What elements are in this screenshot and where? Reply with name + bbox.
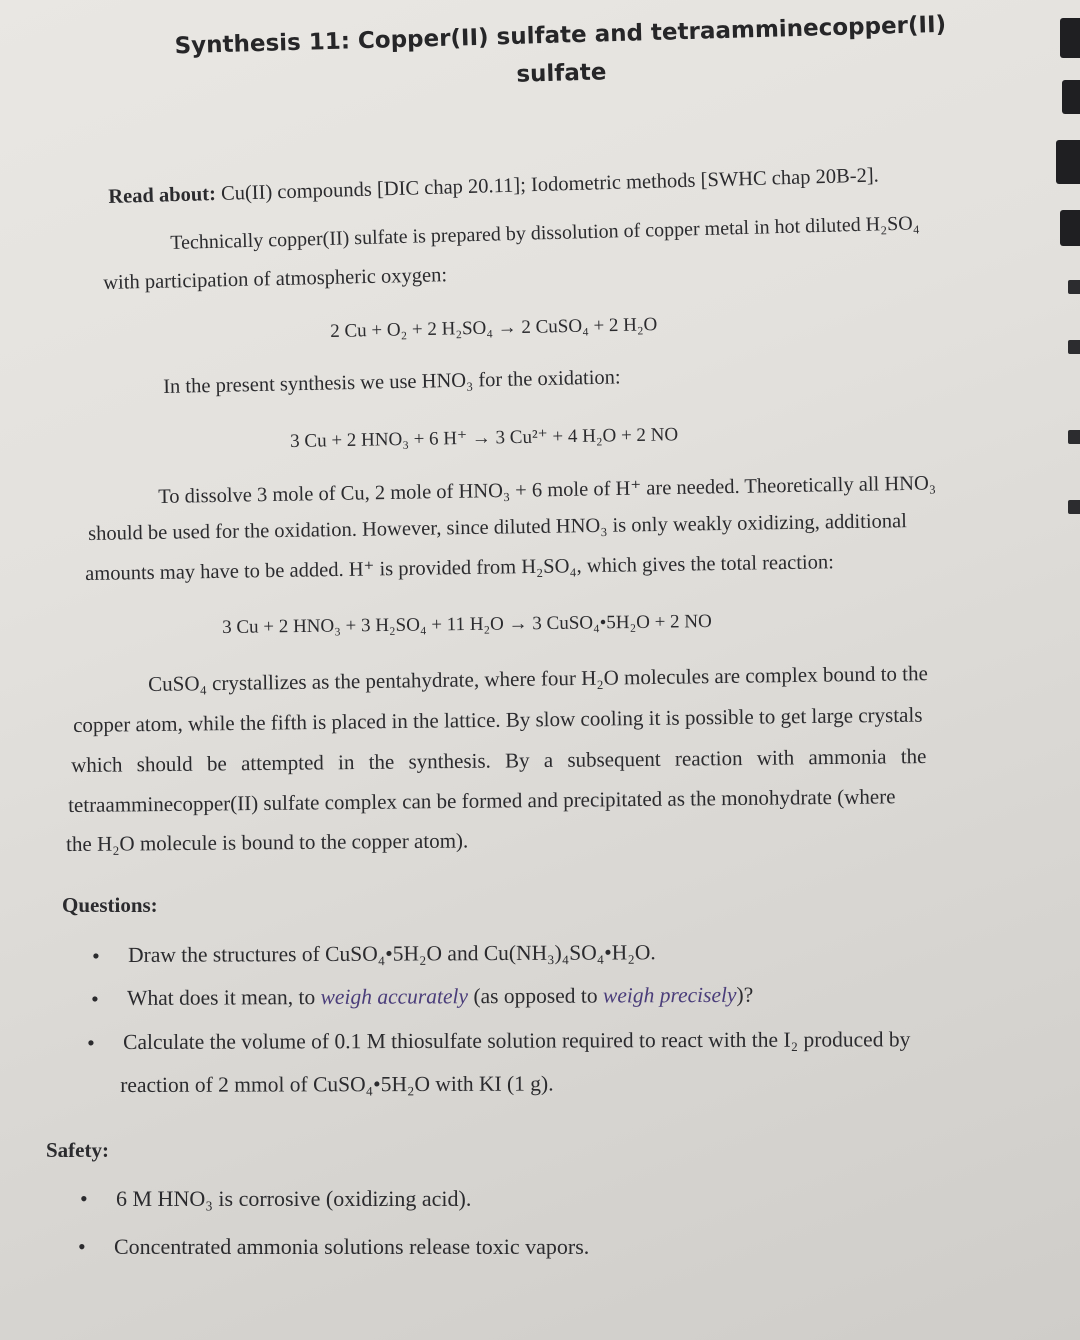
equation-3: 3 Cu + 2 HNO₃ + 3 H₂SO₄ + 11 H₂O → 3 CuSO₄•5H₂O + 2 NO [222, 611, 712, 638]
question-1-text: Draw the structures of CuSO₄•5H₂O and Cu(NH₃)₄SO₄•H₂O. [128, 940, 656, 967]
crystal-line-5: the H₂O molecule is bound to the copper atom). [66, 828, 469, 856]
read-about-line [108, 164, 879, 209]
binder-ring [1062, 80, 1080, 114]
binder-ring [1068, 280, 1080, 294]
question-3-line-2: reaction of 2 mmol of CuSO₄•5H₂O with KI (1 g). [120, 1071, 554, 1098]
questions-heading: Questions: [62, 893, 158, 917]
crystal-line-3: which should be attempted in the synthesis. By a subsequent reaction with ammonia the [71, 744, 927, 777]
bullet-symbol: • [91, 986, 99, 1012]
weigh-precisely-term: weigh precisely [602, 982, 737, 1008]
binder-edge [1040, 0, 1080, 1340]
binder-ring [1056, 140, 1080, 184]
weigh-accurately-term: weigh accurately [320, 984, 469, 1009]
binder-ring [1060, 210, 1080, 246]
safety-item-2 [78, 1225, 590, 1268]
title-line-1: Synthesis 11: Copper(II) sulfate and tetraamminecopper(II) [174, 11, 947, 60]
binder-ring [1068, 500, 1080, 514]
equation-1: 2 Cu + O₂ + 2 H₂SO₄ → 2 CuSO₄ + 2 H₂O [330, 314, 658, 342]
equation-2: 3 Cu + 2 HNO₃ + 6 H⁺ → 3 Cu²⁺ + 4 H₂O + 2 NO [290, 424, 679, 452]
question-2-pre: What does it mean, to [127, 984, 321, 1010]
safety-item-2-text: Concentrated ammonia solutions release toxic vapors. [114, 1234, 590, 1259]
question-3 [87, 1018, 911, 1107]
question-3-line-1: Calculate the volume of 0.1 M thiosulfate solution required to react with the I₂ produced by [123, 1027, 911, 1054]
title-line-2: sulfate [516, 59, 607, 88]
crystal-line-4: tetraamminecopper(II) sulfate complex can be formed and precipitated as the monohydrate (where [68, 784, 896, 817]
read-about-text: Cu(II) compounds [DIC chap 20.11]; Iodometric methods [SWHC chap 20B-2]. [220, 164, 880, 205]
safety-item-1-text: 6 M HNO₃ is corrosive (oxidizing acid). [116, 1186, 472, 1211]
safety-heading: Safety: [46, 1138, 109, 1162]
present-synthesis-line: In the present synthesis we use HNO₃ for the oxidation: [163, 366, 621, 398]
bullet-symbol: • [78, 1234, 86, 1259]
dissolve-line-1: To dissolve 3 mole of Cu, 2 mole of HNO₃ + 6 mole of H⁺ are needed. Theoretically all HNO₃ [158, 472, 937, 508]
dissolve-line-3: amounts may have to be added. H⁺ is provided from H₂SO₄, which gives the total reaction: [85, 551, 835, 585]
question-2 [91, 974, 754, 1020]
dissolve-line-2: should be used for the oxidation. However, since diluted HNO₃ is only weakly oxidizing, additional [88, 510, 908, 545]
crystal-line-2: copper atom, while the fifth is placed in the lattice. By slow cooling it is possible to get large crystals [73, 702, 923, 737]
intro-line-1: Technically copper(II) sulfate is prepared by dissolution of copper metal in hot diluted H₂SO₄ [170, 212, 920, 254]
question-1 [92, 931, 656, 977]
page-title [150, 5, 972, 104]
safety-item-1 [80, 1177, 472, 1220]
bullet-symbol: • [80, 1186, 88, 1211]
bullet-symbol: • [92, 943, 100, 969]
binder-ring [1068, 430, 1080, 444]
bullet-symbol: • [87, 1030, 95, 1056]
read-about-label: Read about: [108, 182, 217, 208]
intro-line-2: with participation of atmospheric oxygen: [103, 264, 448, 294]
binder-ring [1068, 340, 1080, 354]
binder-ring [1060, 18, 1080, 58]
question-2-post: )? [736, 982, 754, 1007]
question-2-mid: (as opposed to [467, 983, 604, 1009]
crystal-line-1: CuSO₄ crystallizes as the pentahydrate, where four H₂O molecules are complex bound to the [148, 661, 929, 696]
